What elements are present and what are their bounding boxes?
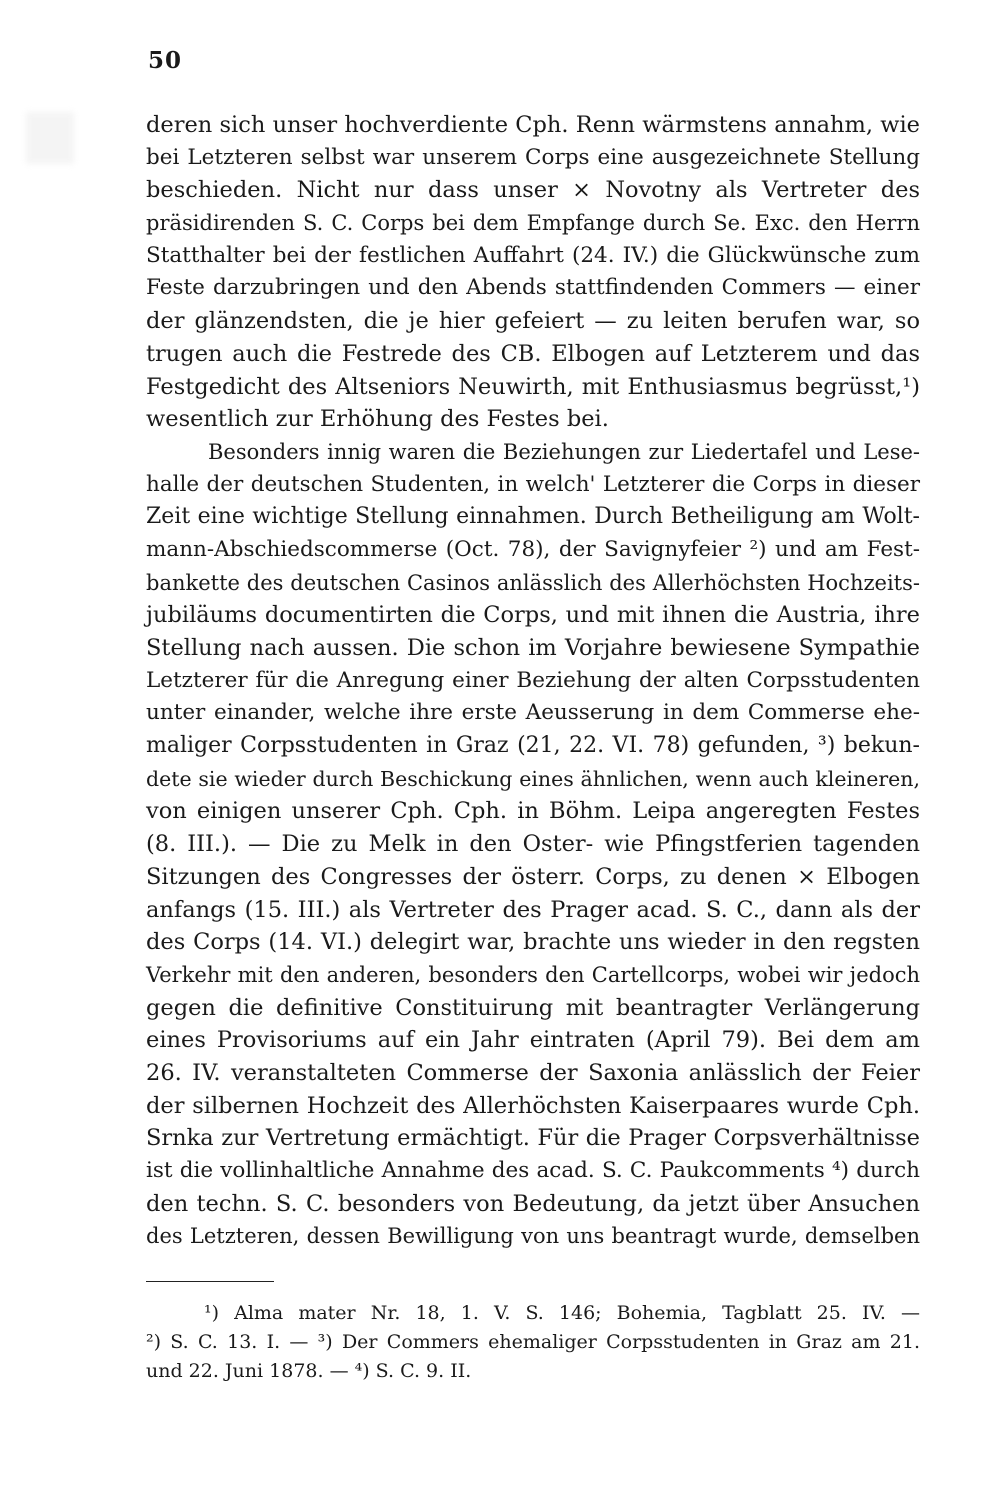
text-line: ist die vollinhaltliche Annahme des acad. S. C. Paukcomments ⁴) durch bbox=[146, 1158, 920, 1183]
text-line: bei Letzteren selbst war unserem Corps eine ausgezeichnete Stellung bbox=[146, 144, 920, 170]
text-line: Statthalter bei der festlichen Auffahrt (24. IV.) die Glückwünsche zum bbox=[146, 242, 920, 268]
text-line: mann-Abschiedscommerse (Oct. 78), der Savignyfeier ²) und am Fest- bbox=[146, 536, 920, 562]
text-line: unter einander, welche ihre erste Aeusserung in dem Commerse ehe- bbox=[146, 700, 920, 726]
text-line: Sitzungen des Congresses der österr. Corps, zu denen × Elbogen bbox=[146, 863, 920, 890]
footnote-line: ²) S. C. 13. I. — ³) Der Commers ehemaliger Corpsstudenten in Graz am 21. bbox=[146, 1331, 920, 1353]
text-line: anfangs (15. III.) als Vertreter des Prager acad. S. C., dann als der bbox=[146, 896, 920, 923]
footnote-line: ¹) Alma mater Nr. 18, 1. V. S. 146; Bohemia, Tagblatt 25. IV. — bbox=[204, 1302, 920, 1324]
text-line: präsidirenden S. C. Corps bei dem Empfange durch Se. Exc. den Herrn bbox=[146, 211, 920, 236]
text-line: des Corps (14. VI.) delegirt war, brachte uns wieder in den regsten bbox=[146, 929, 920, 956]
text-line: halle der deutschen Studenten, in welch' Letzterer die Corps in dieser bbox=[146, 471, 920, 497]
text-line: Verkehr mit den anderen, besonders den Cartellcorps, wobei wir jedoch bbox=[146, 962, 920, 987]
text-line: Zeit eine wichtige Stellung einnahmen. Durch Betheiligung am Wolt- bbox=[146, 504, 920, 530]
page-number: 50 bbox=[148, 47, 183, 74]
text-line: Feste darzubringen und den Abends stattfindenden Commers — einer bbox=[146, 275, 920, 301]
text-line: des Letzteren, dessen Bewilligung von uns beantragt wurde, demselben bbox=[146, 1224, 920, 1249]
text-line: dete sie wieder durch Beschickung eines ähnlichen, wenn auch kleineren, bbox=[146, 766, 920, 791]
text-line: jubiläums documentirten die Corps, und mit ihnen die Austria, ihre bbox=[146, 602, 920, 629]
text-line: bankette des deutschen Casinos anlässlich des Allerhöchsten Hochzeits- bbox=[146, 570, 920, 595]
footnotes bbox=[146, 1299, 920, 1386]
text-line: den techn. S. C. besonders von Bedeutung, da jetzt über Ansuchen bbox=[146, 1190, 920, 1217]
footnote-separator bbox=[146, 1281, 274, 1282]
text-line: Festgedicht des Altseniors Neuwirth, mit Enthusiasmus begrüsst,¹) bbox=[146, 373, 920, 400]
text-line: 26. IV. veranstalteten Commerse der Saxonia anlässlich der Feier bbox=[146, 1059, 920, 1086]
body-text bbox=[146, 109, 920, 1253]
text-line: eines Provisoriums auf ein Jahr eintraten (April 79). Bei dem am bbox=[146, 1027, 920, 1054]
text-line: maliger Corpsstudenten in Graz (21, 22. VI. 78) gefunden, ³) bekun- bbox=[146, 733, 920, 759]
text-line: der glänzendsten, die je hier gefeiert — zu leiten berufen war, so bbox=[146, 308, 920, 335]
footnote-line: und 22. Juni 1878. — ⁴) S. C. 9. II. bbox=[146, 1360, 472, 1382]
text-line: Besonders innig waren die Beziehungen zur Liedertafel und Lese- bbox=[208, 439, 920, 464]
text-line: Srnka zur Vertretung ermächtigt. Für die Prager Corpsverhältnisse bbox=[146, 1125, 920, 1152]
text-line: der silbernen Hochzeit des Allerhöchsten Kaiserpaares wurde Cph. bbox=[146, 1092, 920, 1119]
text-line: beschieden. Nicht nur dass unser × Novotny als Vertreter des bbox=[146, 177, 920, 204]
text-line: trugen auch die Festrede des CB. Elbogen auf Letzterem und das bbox=[146, 340, 920, 367]
text-line: deren sich unser hochverdiente Cph. Renn wärmstens annahm, wie bbox=[146, 112, 920, 138]
text-line: Letzterer für die Anregung einer Beziehung der alten Corpsstudenten bbox=[146, 667, 920, 693]
scan-smudge bbox=[26, 112, 74, 164]
text-line: (8. III.). — Die zu Melk in den Oster- wie Pfingstferien tagenden bbox=[146, 831, 920, 858]
text-line: wesentlich zur Erhöhung des Festes bei. bbox=[146, 406, 609, 433]
text-line: Stellung nach aussen. Die schon im Vorjahre bewiesene Sympathie bbox=[146, 635, 920, 661]
text-line: gegen die definitive Constituirung mit beantragter Verlängerung bbox=[146, 994, 920, 1021]
text-line: von einigen unserer Cph. Cph. in Böhm. Leipa angeregten Festes bbox=[146, 798, 920, 825]
